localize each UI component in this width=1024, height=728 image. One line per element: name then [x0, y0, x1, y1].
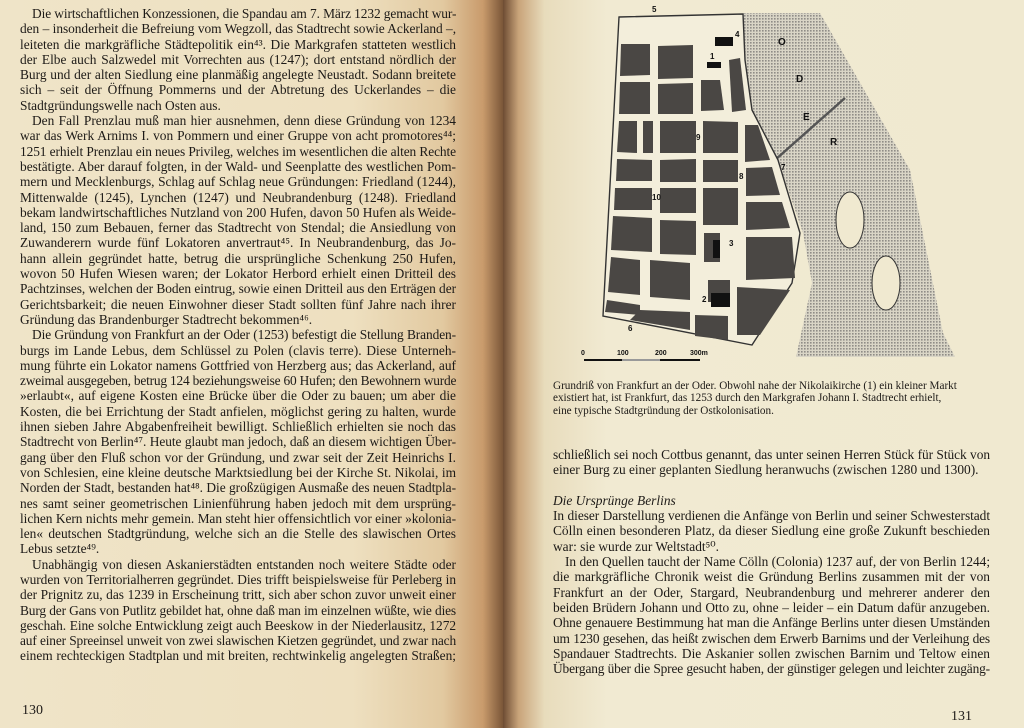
text-line: Frankfurt an der Oder, Stargard, Neubrandenburg und mehrerer anderer den — [553, 584, 990, 600]
marker-1: 1 — [710, 52, 715, 61]
text-line: Unabhängig von diesen Askanierstädten entstanden noch weitere Städte oder — [32, 556, 456, 572]
text-line: Gerichtsbarkeit; die neuen Einwohner dieser Stadt sollten fünf Jahre nach ihrer — [20, 296, 456, 312]
text-line: einem rechteckigen Stadtplan und mit breiten, rechtwinkelig angelegten Straßen; — [20, 648, 456, 664]
text-line: Mittenwalde (1245), Lynchen (1247) und Neubrandenburg (1248). Friedland — [20, 189, 456, 205]
text-line: Burg der Gans von Putlitz gebildet hat, ohne daß man im einzelnen wüßte, wie dies — [20, 602, 456, 618]
text-line: Die Gründung von Frankfurt an der Oder (1253) befestigt die Stellung Branden- — [32, 327, 456, 343]
text-line: leiteten die markgräfliche Städtepolitik ein⁴³. Die Markgrafen statteten westlich — [20, 36, 456, 52]
text-line: Lebus setzte⁴⁹. — [20, 541, 100, 557]
text-line: Cölln einen besonderen Platz, da dieser Siedlung eine große Zukunft beschieden — [553, 523, 990, 539]
right-page — [503, 0, 1024, 728]
map-caption — [553, 380, 990, 417]
text-line: einer Burg zu einer geplanten Siedlung heranwuchs (zwischen 1280 und 1300). — [553, 462, 979, 478]
text-line: sich – seit der Öffnung Pommerns und der Abtretung des Uckerlandes – die — [20, 82, 456, 98]
text-line: Stadtrecht von Berlin⁴⁷. Heute glaubt man jedoch, daß an diesem wichtigen Über- — [20, 434, 456, 450]
text-line: Kosten, die bei Errichtung der Stadt anfielen, möglichst gering zu halten, wurde — [20, 403, 456, 419]
frankfurt-oder-map — [503, 0, 1024, 372]
text-line: wovon 50 Hufen Wiesen waren; der Lokator Herbord erhielt einen Dritteil des — [20, 266, 456, 282]
text-line: von Schlesien, eine kleine deutsche Marktsiedlung bei der Kirche St. Nikolai, im — [20, 464, 456, 480]
text-line: gang über den Fluß schon vor der Gründung, und zwar seit der Zeit Heinrichs I. — [20, 449, 456, 465]
island — [836, 192, 864, 248]
text-line: der Prignitz zu, das 1239 in Erscheinung tritt, sich aber schon zuvor unweit einer — [20, 587, 456, 603]
scale-bar — [581, 350, 708, 361]
right-page-text — [553, 447, 990, 676]
text-line: land, 150 zum Bebauen, ferner das Stadtrecht von Stendal; die Ansiedlung von — [20, 220, 456, 236]
scale-label: 100 — [617, 350, 629, 357]
text-line: zweimal ausgegeben, betrug 124 beziehungsweise 60 Hufen; den Bewohnern wurde — [20, 373, 457, 389]
section-heading: Die Ursprünge Berlins — [553, 492, 676, 508]
text-line: den – insonderheit die Befreiung vom Wegzoll, das Stadtrecht sowie Ackerland –, — [20, 21, 456, 37]
text-line — [553, 478, 990, 493]
svg-text:R: R — [830, 137, 838, 148]
text-line: mern und Mecklenburgs, Schlag auf Schlag neue Gründungen: Friedland (1244), — [20, 174, 456, 190]
text-line: 1251 erhielt Prenzlau ein neues Privileg, welches im wesentlichen die alten Rechte — [20, 143, 456, 159]
text-line: Spandauer Stadtrechts. Die Askanier sollen zwischen Barnim und Teltow einen — [553, 645, 990, 661]
text-line: Den Fall Prenzlau muß man hier ausnehmen, denn diese Gründung von 1234 — [32, 113, 456, 129]
text-line: wurden von Territorialherren gegründet. Dies trifft beispielsweise für Perleberg in — [20, 571, 456, 587]
marker-3: 3 — [729, 239, 734, 248]
island — [872, 256, 900, 310]
text-line: schließlich sei noch Cottbus genannt, das unter seinen Herren Stück für Stück von — [553, 447, 990, 462]
svg-text:D: D — [796, 74, 804, 85]
text-line: Zuwanderern wurde fünf Lokatoren anvertraut⁴⁵. In Neubrandenburg, das Jo- — [20, 235, 456, 251]
text-line: Übergang über die Spree gesucht haben, der günstiger gelegen und leichter zugäng- — [553, 661, 990, 677]
text-line: Ohne genauere Bestimmung hat man die Anfänge Berlins unter diesen Umständen — [553, 615, 990, 631]
left-page-text — [20, 6, 456, 664]
text-line: len« deutschen Stadtgründung, welche sich an die Stelle des slawischen Ortes — [20, 526, 456, 542]
caption-line: Grundriß von Frankfurt an der Oder. Obwohl nahe der Nikolaikirche (1) ein kleiner Markt — [553, 380, 957, 392]
text-line: »erlaubt«, auf eigene Kosten eine Brücke über die Oder zu bauen; um aber die — [20, 388, 456, 404]
marker-8: 8 — [739, 172, 744, 181]
text-line: hann allein gegründet hatte, betrug die ursprüngliche Schenkung 250 Hufen, — [20, 250, 456, 266]
marker-7: 7 — [781, 163, 786, 172]
caption-line: existiert hat, ist Frankfurt, das 1253 durch den Markgrafen Johann I. Stadtrecht erhielt, — [553, 392, 942, 405]
text-line: Norden der Stadt, bestanden hat⁴⁸. Die großzügigen Ausmaße des neuen Stadtpla- — [20, 480, 456, 496]
marker-9: 9 — [696, 133, 701, 142]
text-line: burgs im Lande Lebus, dem Schlüssel zu Polen (clavis terre). Diese Unterneh- — [20, 342, 456, 358]
text-line: auf einer Spreeinsel unweit von zwei slawischen Kietzen gegründet, und zwar nach — [20, 633, 456, 649]
text-line: mung führte ein Lokator namens Gottfried von Herzberg aus; das Ackerland, auf — [20, 357, 456, 373]
svg-text:E: E — [803, 112, 810, 123]
text-line: Burg und der alten Siedlung eine planmäßig angelegte Neustadt. Sodann breitete — [20, 67, 456, 83]
scale-label: 0 — [581, 350, 585, 357]
page-number-right: 131 — [951, 709, 972, 724]
caption-line: eine typische Stadtgründung der Ostkolonisation. — [553, 404, 774, 417]
text-line: In dieser Darstellung verdienen die Anfänge von Berlin und seiner Schwesterstadt — [553, 508, 990, 524]
page-number-left: 130 — [22, 703, 43, 718]
text-line: war: sie wurde zur Weltstadt⁵⁰. — [553, 538, 720, 554]
text-line: lichen Kern nichts mehr gemein. Man steht hier offensichtlich vor einer »kolonia- — [20, 510, 456, 526]
text-line: bestätigte. Aber darauf folgten, in der Wald- und Seenplatte des westlichen Pom- — [20, 158, 456, 174]
text-line: geschah. Eine solche Entwicklung zeigt auch Beeskow in der Niederlausitz, 1272 — [20, 617, 456, 633]
text-line: ihnen sieben Jahre Abgabenfreiheit bewilligt. Schließlich erhielten sie noch das — [20, 419, 456, 435]
marker-5: 5 — [652, 5, 657, 14]
text-line: beiden Brüdern Johann und Otto zu, ohne – leider – ein Datum dafür anzugeben. — [553, 599, 990, 615]
marker-4: 4 — [735, 30, 740, 39]
marker-6: 6 — [628, 324, 633, 333]
text-line: die markgräfliche Chronik weist die Gründung Berlins zusammen mit der von — [553, 569, 990, 585]
text-line: Gründung das Brandenburger Stadtrecht bekommen⁴⁶. — [20, 311, 313, 327]
marker-10: 10 — [652, 193, 661, 202]
scale-label: 200 — [655, 350, 667, 357]
left-page — [0, 0, 503, 728]
scale-label: 300m — [690, 350, 708, 357]
text-line: war das Werk Arnims I. von Pommern und einer Gruppe von acht promotores⁴⁴; — [20, 128, 456, 144]
text-line: Pachtzinses, welchen der Boden eintrug, sowie einen Dritteil aus den Erträgen der — [20, 281, 456, 297]
text-line: um 1230 gesehen, das heißt zwischen dem Erwerb Barnims und der Verleihung des — [553, 630, 990, 646]
text-line: bekam landwirtschaftliches Nutzland von 200 Hufen, davon 50 Hufen als Weide- — [20, 204, 456, 220]
text-line: Die wirtschaftlichen Konzessionen, die Spandau am 7. März 1232 gemacht wur- — [32, 6, 457, 21]
svg-text:O: O — [778, 37, 786, 48]
text-line: nes samt seiner geometrischen Linienführung haben jedoch mit dem ursprüng- — [20, 495, 456, 511]
text-line: In den Quellen taucht der Name Cölln (Colonia) 1237 auf, der von Berlin 1244; — [565, 554, 990, 570]
marker-2: 2 — [702, 295, 707, 304]
text-line: Stadtgründungswelle nach Osten aus. — [20, 97, 221, 113]
text-line: der Elbe auch Salzwedel mit Vorrechten aus (1247); dort entstand nördlich der — [20, 51, 456, 67]
